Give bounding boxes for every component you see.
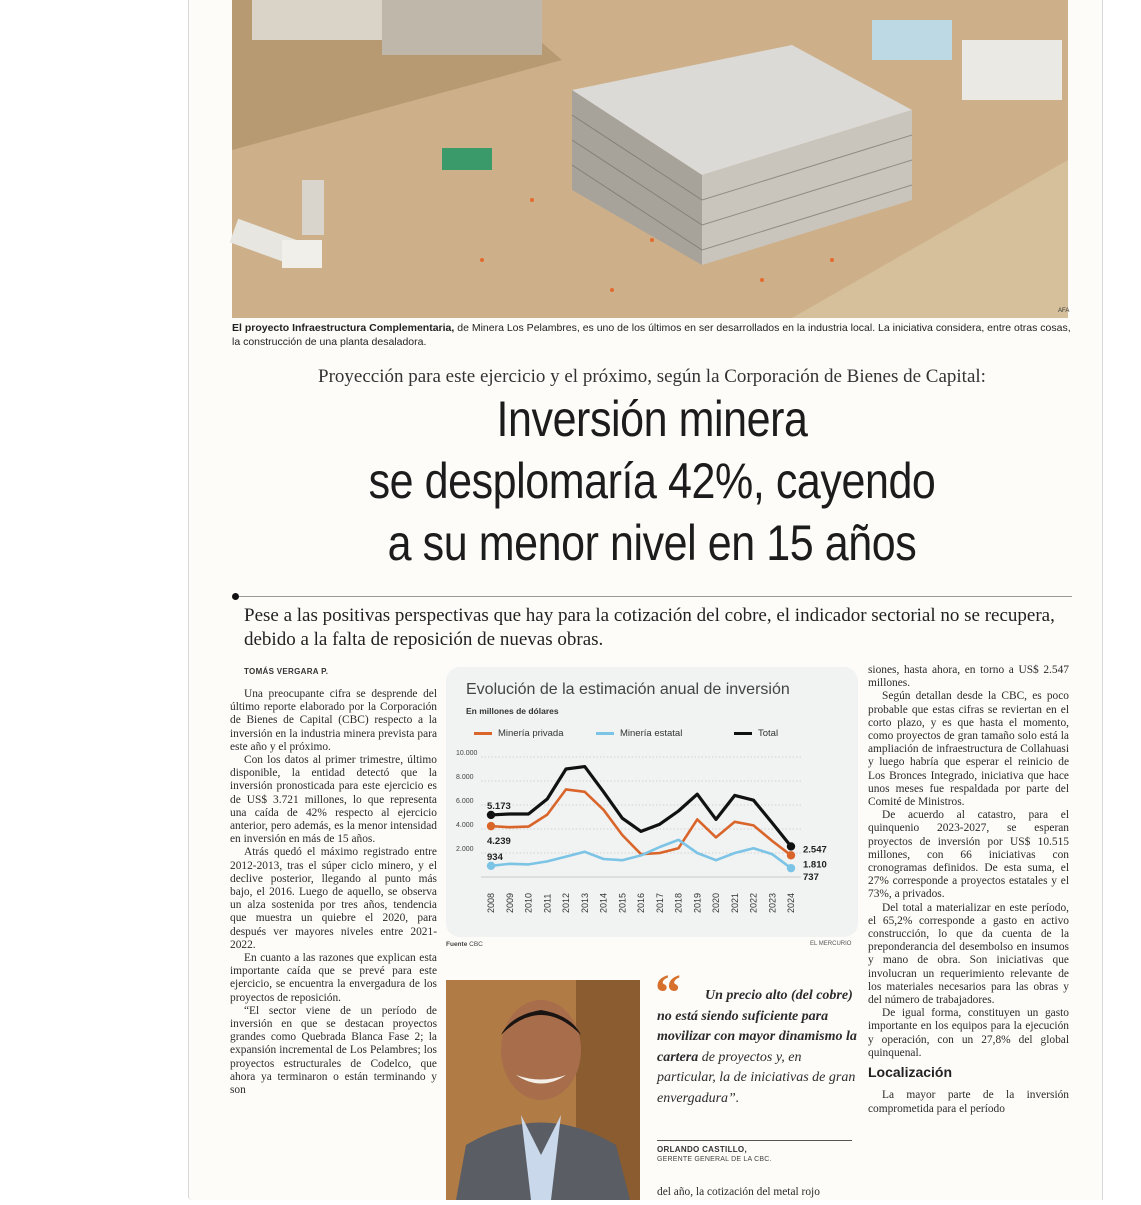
- chart-source: [446, 941, 483, 948]
- data-label: 2.547: [803, 844, 827, 856]
- article-kicker: Proyección para este ejercicio y el próximo, según la Corporación de Bienes de Capital:: [318, 366, 986, 387]
- x-tick-label: 2024: [786, 892, 796, 913]
- pull-quote: [657, 986, 857, 1109]
- paragraph: Atrás quedó el máximo registrado entre 2012-2013, tras el súper ciclo minero, y el declive posterior, llegando al punto más bajo, el 2016. Luego de aquello, se observa un alza sostenida por tres años, tendencia que muestra un quiebre el 2020, para después ver mayores niveles entre 2021-2022.: [230, 846, 437, 951]
- y-tick-label: 10.000: [456, 750, 478, 757]
- chart-credit: EL MERCURIO: [810, 941, 852, 947]
- caption-text: de Minera Los Pelambres, es uno de los últimos en ser desarrollados en la industria local. La iniciativa considera, entre otras cosas, la construcción de una planta desaladora.: [232, 322, 1071, 348]
- x-tick-label: 2012: [561, 892, 571, 913]
- series-point: [487, 862, 495, 870]
- chart-subtitle: En millones de dólares: [466, 706, 559, 716]
- series-point: [487, 811, 495, 819]
- quote-rest: de proyectos y, en particular, la de iniciativas de gran envergadura”.: [657, 1049, 856, 1106]
- series-line-2: [491, 767, 791, 847]
- series-point: [787, 864, 795, 872]
- y-tick-label: 6.000: [456, 798, 474, 805]
- article-lead: Pese a las positivas perspectivas que hay para la cotización del cobre, el indicador sectorial no se recupera, debido a la falta de reposición de nuevas obras.: [244, 605, 1055, 650]
- paragraph: Del total a materializar en este período, el 65,2% corresponde a gasto en activo construcción, lo que da cuenta de la preponderancia del desembolso en insumos y mano de obra. Son iniciativas que involucran un requerimiento relevante de los materiales necesarios para las obras y del número de trabajadores.: [868, 901, 1069, 1007]
- photo-watermark: AFA: [1058, 308, 1070, 314]
- portrait-figure: [446, 980, 640, 1200]
- paragraph: Según detallan desde la CBC, es poco probable que estas cifras se reviertan en el corto plazo, y es que hasta el momento, como proyectos de gran tamaño solo está la ampliación de infraestructura de Collahuasi y luego habría que esperar el reinicio de Los Bronces Integrado, iniciativa que hace unos meses fue respaldada por parte del Comité de Ministros.: [868, 690, 1069, 809]
- headline-line-2: se desplomaría 42%, cayendo: [368, 453, 936, 509]
- article-column-3: [868, 664, 1069, 1116]
- quote-author: ORLANDO CASTILLO,: [657, 1145, 747, 1154]
- y-tick-label: 2.000: [456, 846, 474, 853]
- series-point: [787, 842, 795, 850]
- paragraph: siones, hasta ahora, en torno a US$ 2.547 millones.: [868, 664, 1069, 690]
- paragraph: Una preocupante cifra se desprende del último reporte elaborado por la Corporación de Bienes de Capital (CBC) respecto a la inversión en la industria minera prevista para este año y el próximo.: [230, 688, 437, 753]
- x-tick-label: 2018: [673, 892, 684, 913]
- source-label: Fuente: [446, 941, 468, 948]
- legend-label: Minería estatal: [620, 728, 683, 739]
- article-headline: [232, 388, 1072, 574]
- x-tick-label: 2016: [636, 892, 646, 913]
- paragraph: “El sector viene de un período de inversión en que se destacan proyectos grandes como Quebrada Blanca Fase 2; la expansión incremental de Los Pelambres; los proyectos estructurales de Codelco, que ahora ya terminaron o están terminando y son: [230, 1004, 437, 1097]
- x-tick-label: 2013: [579, 892, 590, 913]
- x-tick-label: 2010: [523, 892, 534, 913]
- legend-label: Total: [758, 728, 779, 739]
- chart-plot: [446, 667, 858, 937]
- x-tick-label: 2014: [598, 892, 609, 913]
- chart-title: Evolución de la estimación anual de inversión: [466, 681, 790, 698]
- x-tick-label: 2021: [729, 892, 740, 913]
- y-tick-label: 4.000: [456, 822, 474, 829]
- x-tick-label: 2008: [486, 892, 496, 913]
- headline-line-3: a su menor nivel en 15 años: [387, 515, 917, 571]
- x-tick-label: 2015: [617, 892, 628, 913]
- x-tick-label: 2011: [542, 893, 553, 913]
- x-tick-label: 2023: [767, 892, 778, 913]
- paragraph: De igual forma, constituyen un gasto importante en los equipos para la ejecución y operación, con un 27,8% del global quinquenal.: [868, 1007, 1069, 1059]
- investment-chart: [446, 667, 858, 937]
- x-tick-label: 2017: [654, 892, 665, 913]
- author-byline: TOMÁS VERGARA P.: [244, 667, 329, 676]
- series-point: [787, 851, 795, 859]
- quote-author-role: GERENTE GENERAL DE LA CBC.: [657, 1156, 772, 1163]
- data-label: 1.810: [803, 859, 827, 871]
- paragraph: Con los datos al primer trimestre, último disponible, la entidad detectó que la inversión pronosticada para este ejercicio es de US$ 3.721 millones, lo que representa una caída de 42% respecto al ejercicio anterior, pero además, es la menor intensidad en inversión en más de 15 años.: [230, 754, 437, 846]
- quote-mark: “: [655, 965, 681, 1022]
- data-label: 4.239: [487, 836, 511, 848]
- photo-caption: [232, 322, 1072, 349]
- x-tick-label: 2022: [748, 892, 759, 913]
- article-column-1: [230, 688, 437, 1097]
- y-tick-label: 8.000: [456, 774, 474, 781]
- paragraph: La mayor parte de la inversión comprometida para el período: [868, 1089, 1069, 1115]
- column-2-text: del año, la cotización del metal rojo: [657, 1186, 820, 1198]
- portrait-photo: [446, 980, 640, 1200]
- construction-photo: [232, 0, 1068, 318]
- headline-line-1: Inversión minera: [496, 391, 808, 447]
- data-label: 737: [803, 872, 819, 884]
- construction-scene: [232, 0, 1068, 318]
- data-label: 934: [487, 851, 503, 863]
- paragraph: De acuerdo al catastro, para el quinquenio 2023-2027, se esperan proyectos de inversión por US$ 10.515 millones, con 66 iniciativas con cronogramas definidos. De esta suma, el 27% corresponde a proyectos estatales y el 73%, a privados.: [868, 809, 1069, 901]
- quote-divider: [657, 1140, 852, 1141]
- legend-label: Minería privada: [498, 728, 564, 739]
- section-divider: [232, 596, 1072, 597]
- series-point: [487, 822, 495, 830]
- paragraph: En cuanto a las razones que explican esta importante caída que se prevé para este ejercicio, se encuentra la envergadura de los proyectos de reposición.: [230, 952, 437, 1004]
- x-tick-label: 2019: [692, 892, 703, 913]
- x-tick-label: 2009: [504, 892, 515, 913]
- source-value: CBC: [469, 941, 483, 948]
- section-heading: Localización: [868, 1064, 953, 1081]
- series-line-1: [491, 840, 791, 868]
- caption-bold: El proyecto Infraestructura Complementaria,: [232, 322, 455, 334]
- quote-bold: Un precio alto (del cobre) no está siendo suficiente para movilizar con mayor dinamismo la cartera: [657, 988, 857, 1065]
- x-tick-label: 2020: [711, 892, 721, 913]
- data-label: 5.173: [487, 800, 511, 812]
